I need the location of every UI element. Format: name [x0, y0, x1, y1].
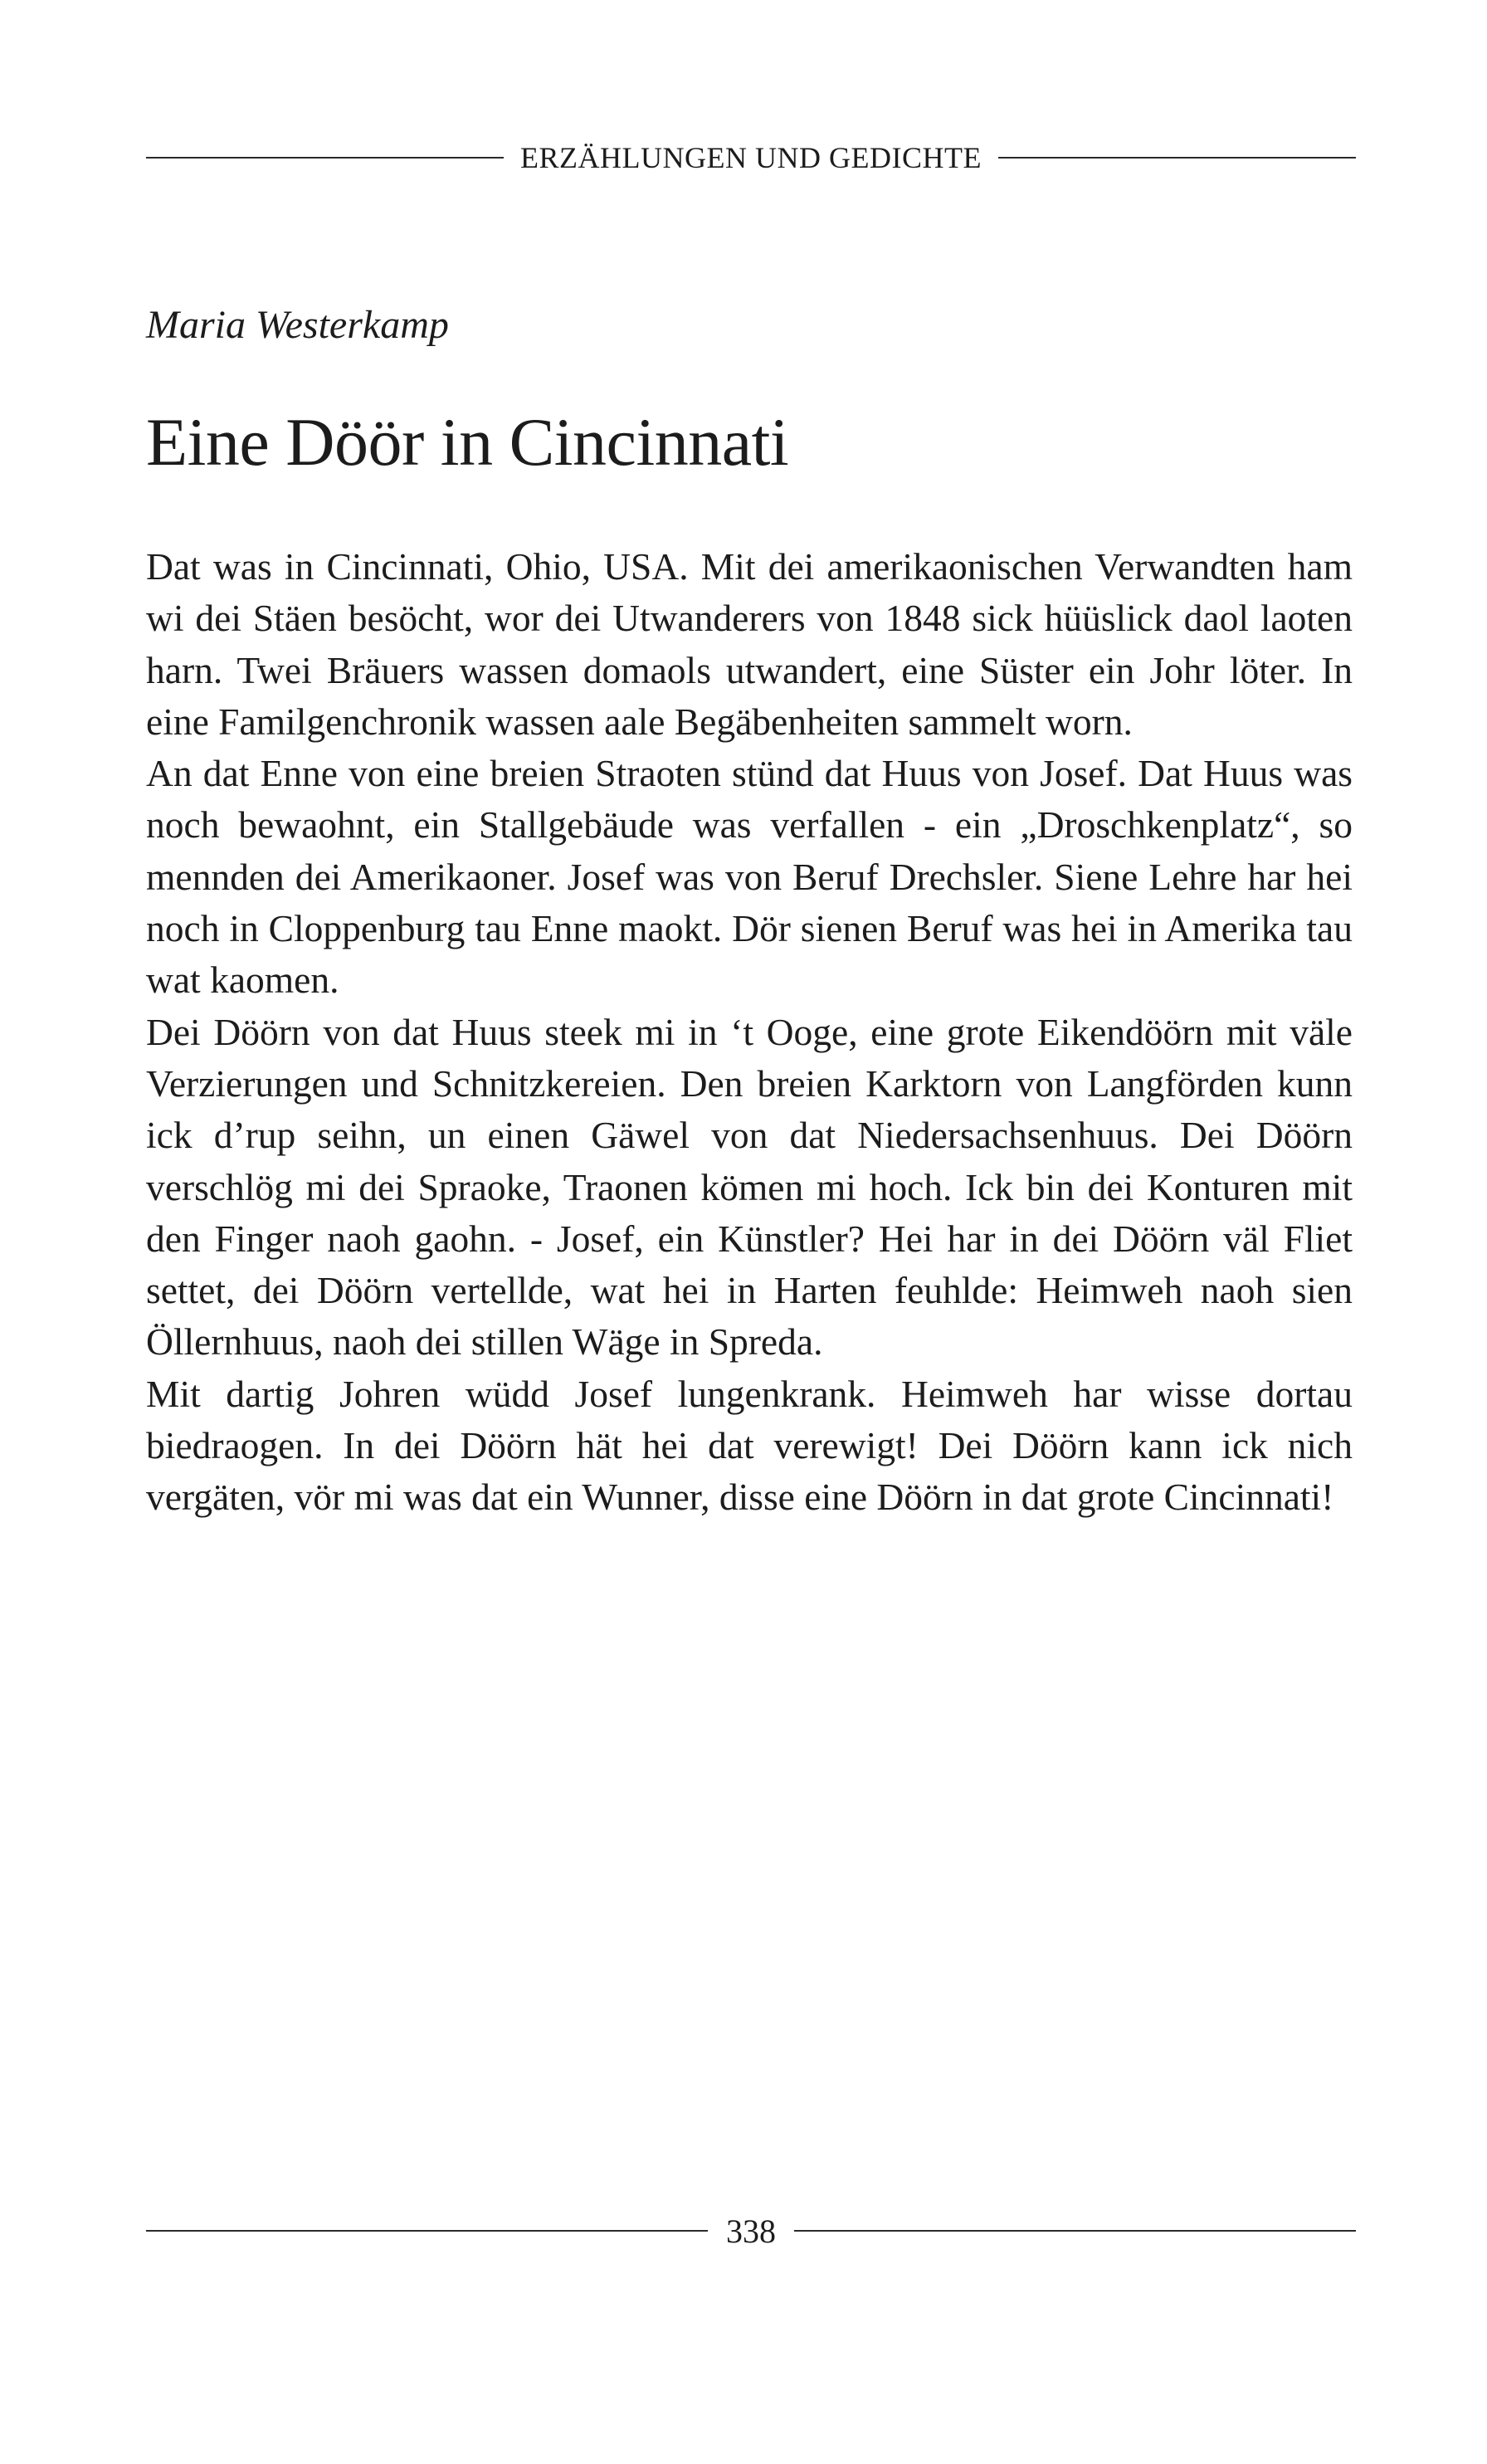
- paragraph-2: An dat Enne von eine breien Straoten stünd dat Huus von Josef. Dat Huus was noch bewaohnt, ein Stallgebäude was verfallen - ein „Droschkenplatz“, so mennden dei Amerikaoner. Josef was von Beruf Drechsler. Siene Lehre har hei noch in Cloppenburg tau Enne maokt. Dör sienen Beruf was hei in Amerika tau wat kaomen.: [146, 752, 1353, 1002]
- page-footer: [146, 2208, 1356, 2254]
- story-body: [146, 541, 1353, 1524]
- story-title: Eine Döör in Cincinnati: [146, 404, 789, 480]
- header-rule-left: [146, 157, 504, 159]
- page-number: 338: [726, 2212, 776, 2250]
- paragraph-4: Mit dartig Johren wüdd Josef lungenkrank. Heimweh har wisse dortau biedraogen. In dei Döörn hät hei dat verewigt! Dei Döörn kann ick nich vergäten, vör mi was dat ein Wunner, disse eine Döörn in dat grote Cincinnati!: [146, 1372, 1353, 1519]
- paragraph-3: Dei Döörn von dat Huus steek mi in ‘t Ooge, eine grote Eikendöörn mit väle Verzierungen und Schnitzkereien. Den breien Karktorn von Langförden kunn ick d’rup seihn, un einen Gäwel von dat Niedersachsenhuus. Dei Döörn verschlög mi dei Spraoke, Traonen kömen mi hoch. Ick bin dei Konturen mit den Finger naoh gaohn. - Josef, ein Künstler? Hei har in dei Döörn väl Fliet settet, dei Döörn vertellde, wat hei in Harten feuhlde: Heimweh naoh sien Öllernhuus, naoh dei stillen Wäge in Spreda.: [146, 1010, 1353, 1364]
- running-head: [146, 134, 1356, 181]
- paragraph-1: Dat was in Cincinnati, Ohio, USA. Mit dei amerikaonischen Verwandten ham wi dei Stäen besöcht, wor dei Utwanderers von 1848 sick hüüslick daol laoten harn. Twei Bräuers wassen domaols utwandert, eine Süster ein Johr löter. In eine Familgenchronik wassen aale Begäbenheiten sammelt worn.: [146, 545, 1353, 743]
- footer-rule-left: [146, 2230, 708, 2232]
- header-rule-right: [998, 157, 1356, 159]
- author-name: Maria Westerkamp: [146, 303, 449, 347]
- running-head-title: ERZÄHLUNGEN UND GEDICHTE: [520, 141, 982, 174]
- footer-rule-right: [794, 2230, 1356, 2232]
